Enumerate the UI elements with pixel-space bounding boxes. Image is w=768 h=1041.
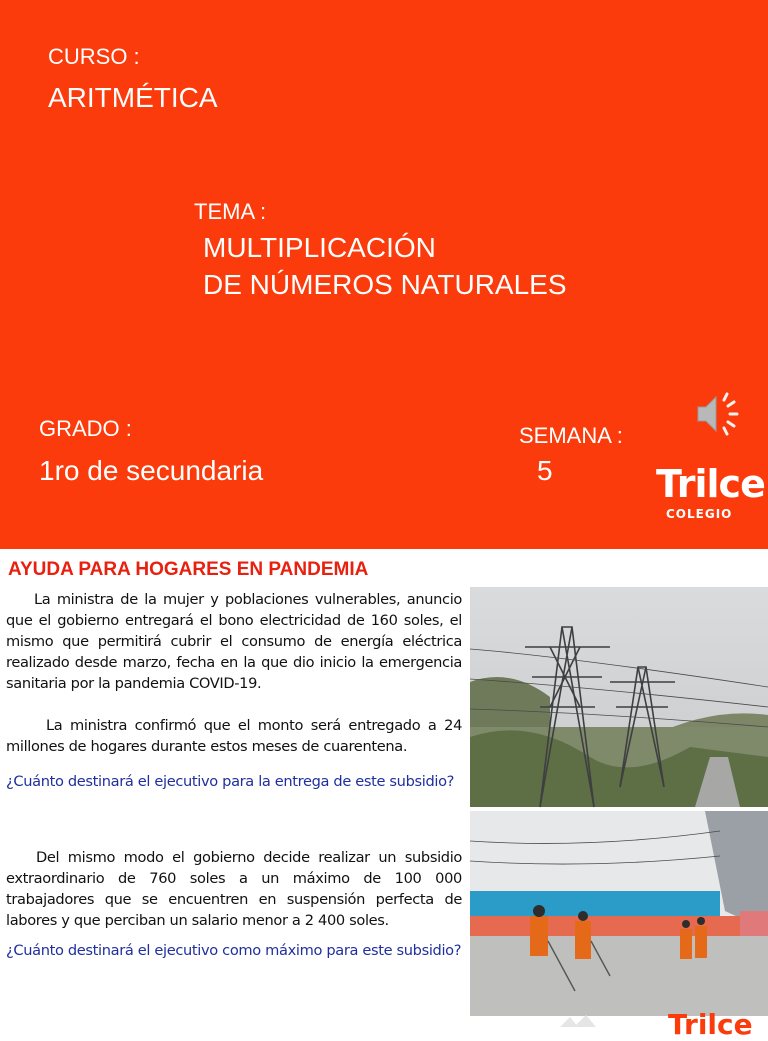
power-towers-photo: [470, 587, 768, 807]
question-1: ¿Cuánto destinará el ejecutivo para la entrega de este subsidio?: [6, 773, 455, 790]
corner-logo: Trilce: [668, 1008, 753, 1041]
topic-line-2: DE NÚMEROS NATURALES: [203, 269, 567, 300]
course-value: ARITMÉTICA: [48, 82, 218, 113]
logo-subtitle: COLEGIO: [666, 507, 733, 521]
content-slide: [0, 553, 768, 1041]
topic-line-1: MULTIPLICACIÓN: [203, 232, 436, 263]
paragraph-3: Del mismo modo el gobierno decide realizar un subsidio extraordinario de 760 soles a un máximo de 100 000 trabajadores que se encuentren en suspensión perfecta de labores y que perciban un salario menor a 2 400 soles.: [6, 849, 462, 929]
trilce-logo: [656, 462, 765, 521]
slide-title: AYUDA PARA HOGARES EN PANDEMIA: [8, 559, 369, 580]
week-label: SEMANA :: [519, 423, 623, 448]
week-value: 5: [537, 455, 553, 486]
speaker-icon[interactable]: [696, 390, 744, 438]
paragraph-1: La ministra de la mujer y poblaciones vulnerables, anuncio que el gobierno entregará el bono electricidad de 160 soles, el mismo que permitirá cubrir el consumo de energía eléctrica realizado desde marzo, fecha en la que dio inicio la emergencia sanitaria por la pandemia COVID-19.: [6, 591, 462, 692]
course-label: CURSO :: [48, 44, 140, 69]
grade-value: 1ro de secundaria: [39, 455, 264, 486]
street-workers-photo: [470, 811, 768, 1016]
decorative-mark-icon: [560, 1015, 600, 1027]
grade-label: GRADO :: [39, 416, 132, 441]
paragraph-2: La ministra confirmó que el monto será entregado a 24 millones de hogares durante estos meses de cuarentena.: [6, 717, 462, 755]
logo-wordmark: Trilce: [656, 462, 765, 506]
topic-label: TEMA :: [194, 199, 267, 224]
question-2: ¿Cuánto destinará el ejecutivo como máximo para este subsidio?: [6, 942, 462, 959]
